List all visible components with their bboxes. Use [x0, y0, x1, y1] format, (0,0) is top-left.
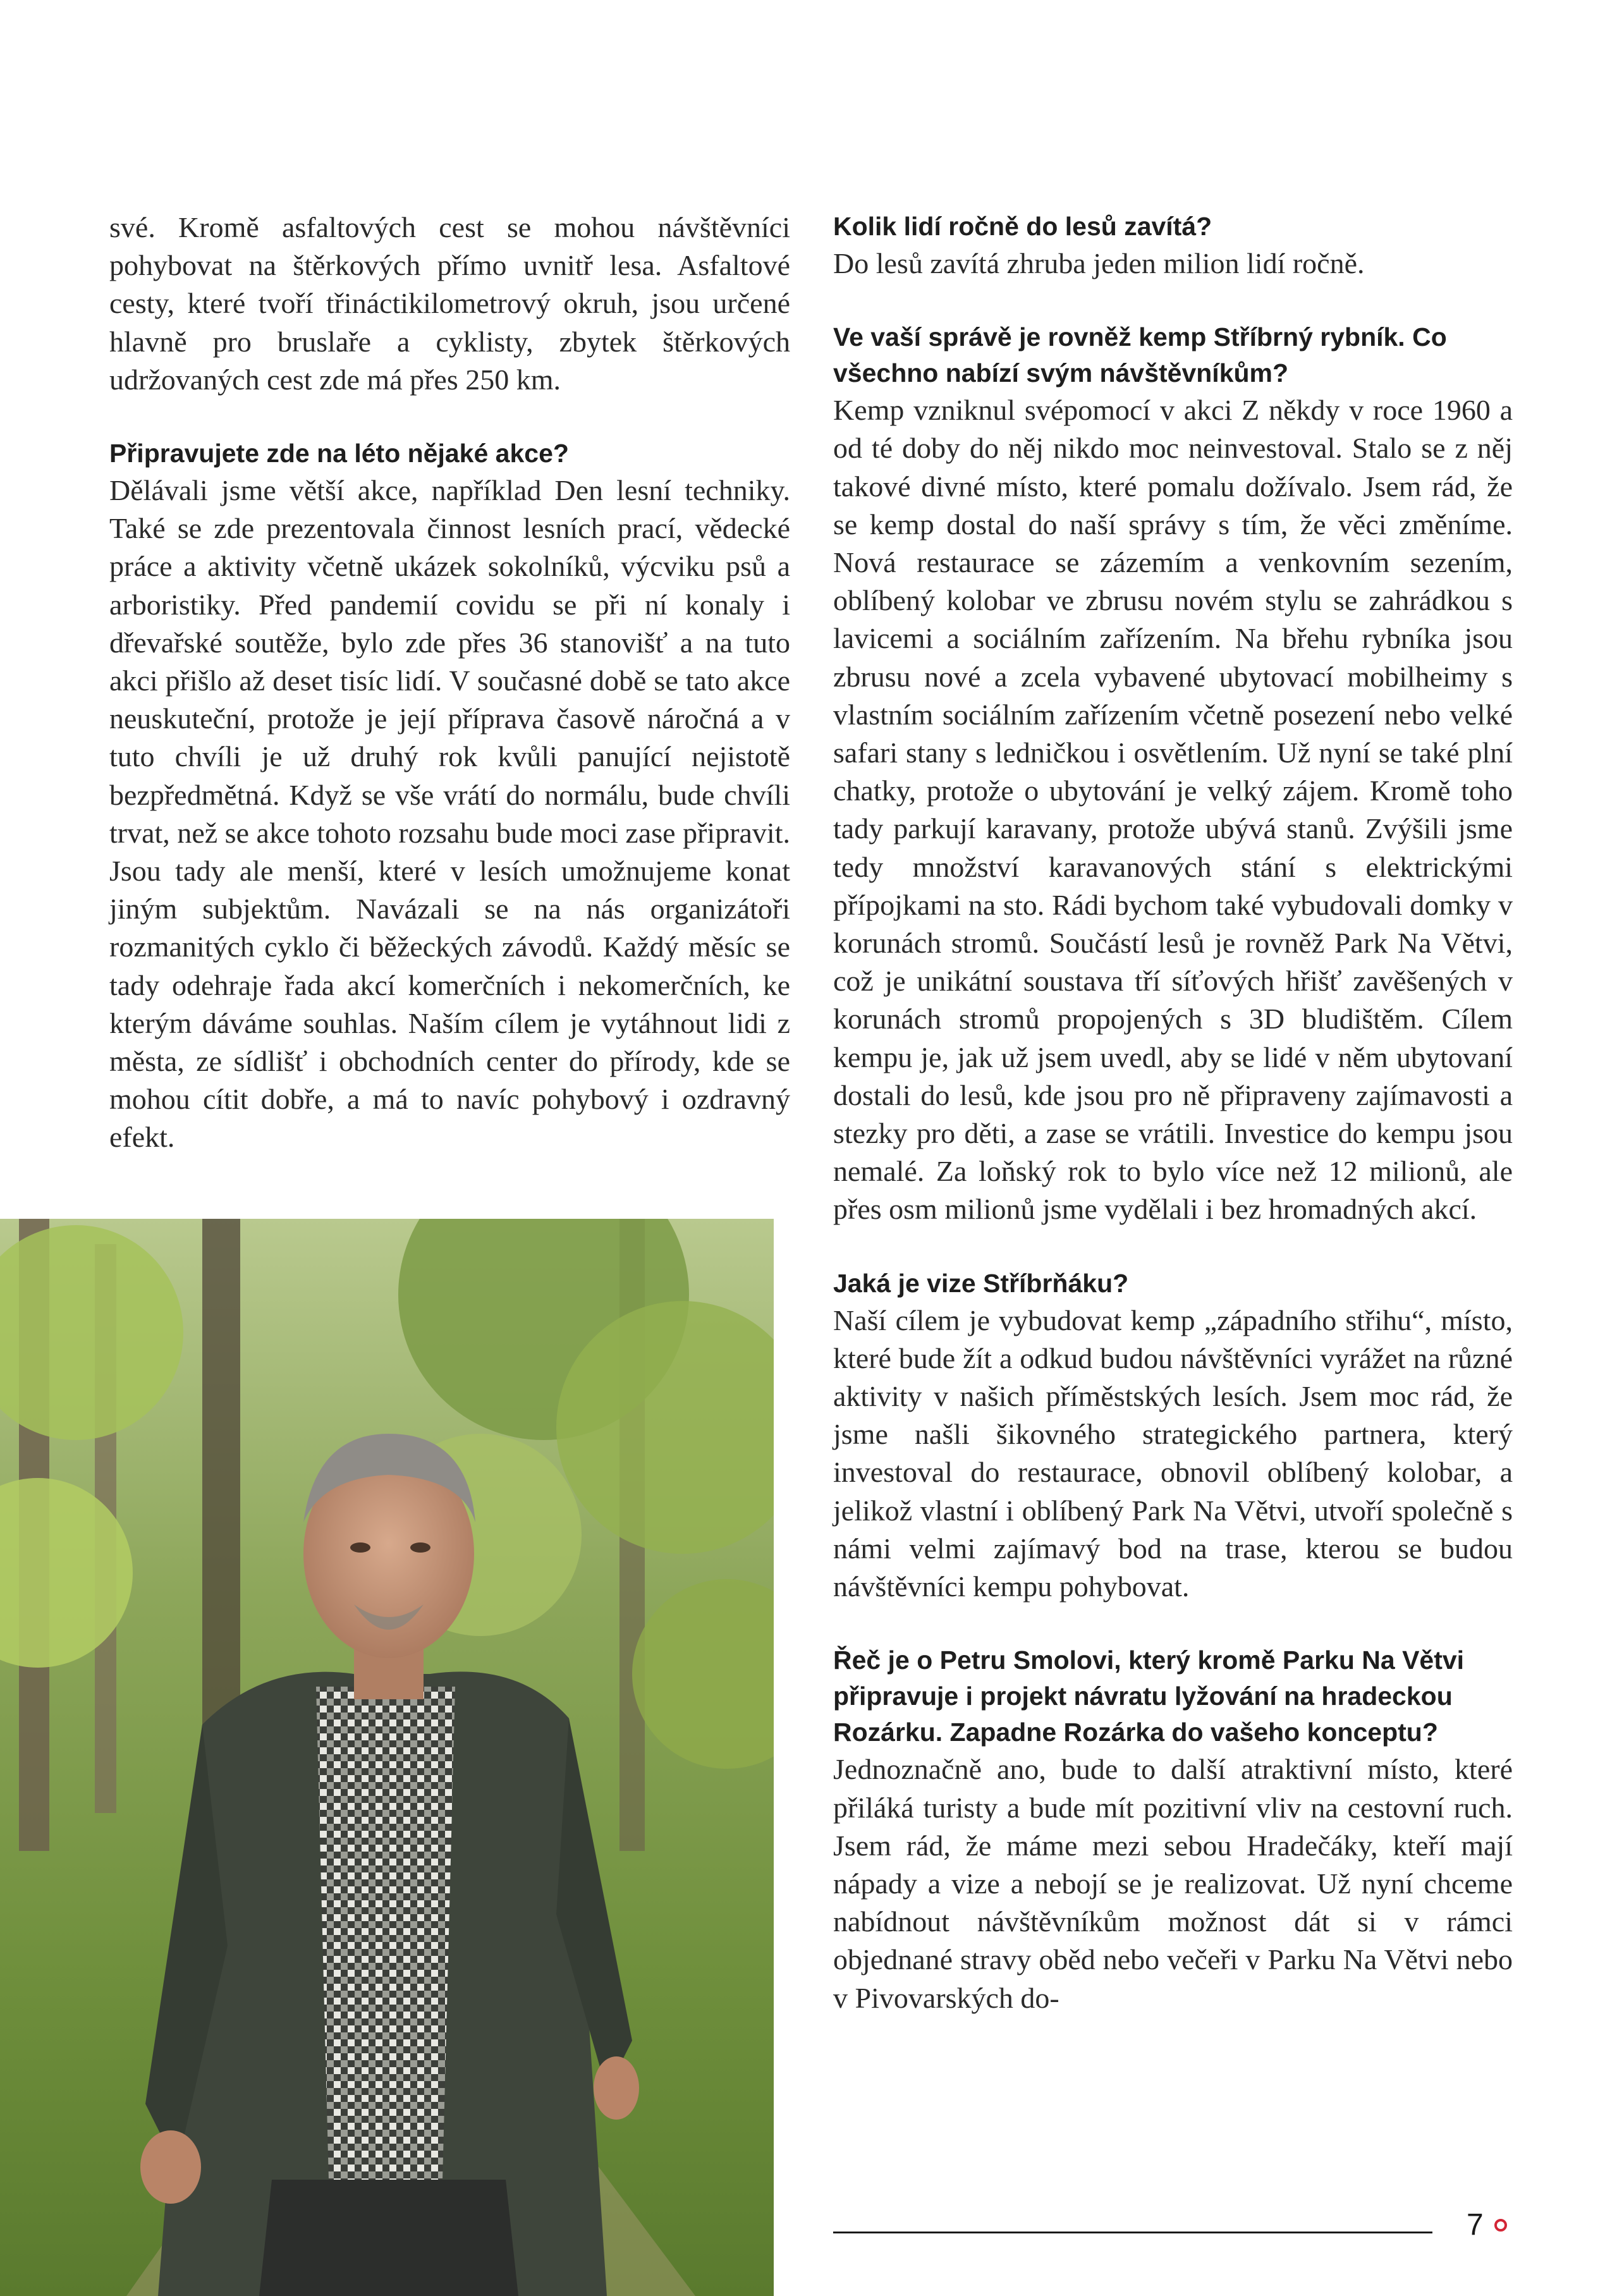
- left-column: [109, 209, 790, 1157]
- intro-paragraph: své. Kromě asfaltových cest se mohou návštěvníci pohybovat na štěrkových přímo uvnitř lesa. Asfaltové cesty, které tvoří třináctikilometrový okruh, jsou určené hlavně pro bruslaře a cyklisty, zbytek štěrkových udržovaných cest zde má přes 250 km.: [109, 211, 790, 396]
- footer-rule: [833, 2232, 1432, 2233]
- question-visitors: Kolik lidí ročně do lesů zavítá?: [833, 212, 1212, 241]
- circle-icon: [1494, 2219, 1507, 2232]
- question-vision: Jaká je vize Stříbrňáku?: [833, 1268, 1129, 1298]
- answer-vision: Naší cílem je vybudovat kemp „západního střihu“, místo, které bude žít a odkud budou návštěvníci vyrážet na různé aktivity v našich příměstských lesích. Jsem moc rád, že jsme našli šikovného strategického partnera, který investoval do restaurace, obnovil oblíbený kolobar, a jelikož vlastní i oblíbený Park Na Větvi, utvoří společně s námi velmi zajímavý bod na trase, kterou se budou návštěvníci kempu pohybovat.: [833, 1304, 1513, 1603]
- answer-rozarka: Jednoznačně ano, bude to další atraktivní místo, které přiláká turisty a bude mít pozitivní vliv na cestovní ruch. Jsem rád, že máme mezi sebou Hradečáky, kteří mají nápady a vize a nebojí se je realizovat. Už nyní chceme nabídnout návštěvníkům možnost dát si v rámci objednané stravy oběd nebo večeři v Parku Na Větvi nebo v Pivovarských do-: [833, 1753, 1513, 2014]
- question-camp: Ve vaší správě je rovněž kemp Stříbrný rybník. Co všechno nabízí svým návštěvníkům?: [833, 322, 1447, 388]
- page-number: 7: [1467, 2208, 1484, 2242]
- answer-camp: Kemp vzniknul svépomocí v akci Z někdy v roce 1960 a od té doby do něj nikdo moc neinvestoval. Stalo se z něj takové divné místo, které pomalu dožívalo. Jsem rád, že se kemp dostal do naší správy s tím, že věci změníme. Nová restaurace se zázemím a venkovním sezením, oblíbený kolobar ve zbrusu novém stylu se zahrádkou s lavicemi a sociálním zařízením. Na břehu rybníka jsou zbrusu nové a zcela vybavené ubytovací mobilheimy s vlastním sociálním zařízením včetně posezení nebo velké safari stany s ledničkou i osvětlením. Už nyní se také plní chatky, protože o ubytování je velký zájem. Kromě toho tady parkují karavany, protože ubývá stanů. Zvýšili jsme tedy množství karavanových stání s elektrickými přípojkami na sto. Rádi bychom také vybudovali domky v korunách stromů. Součástí lesů je rovněž Park Na Větvi, což je unikátní soustava tří síťových hřišť zavěšených v korunách stromů propojených s 3D bludištěm. Cílem kempu je, jak už jsem uvedl, aby se lidé v něm ubytovaní dostali do lesů, kde jsou pro ně připraveny zajímavosti a stezky pro děti, a zase se vrátili. Investice do kempu jsou nemalé. Za loňský rok to bylo více než 12 milionů, ale přes osm milionů jsme vydělali i bez hromadných akcí.: [833, 394, 1513, 1226]
- question-summer-events: Připravujete zde na léto nějaké akce?: [109, 439, 569, 468]
- portrait-photo: [0, 1219, 774, 2296]
- answer-visitors: Do lesů zavítá zhruba jeden milion lidí ročně.: [833, 247, 1365, 279]
- question-rozarka: Řeč je o Petru Smolovi, který kromě Parku Na Větvi připravuje i projekt návratu lyžování na hradeckou Rozárku. Zapadne Rozárka do vašeho konceptu?: [833, 1646, 1465, 1747]
- right-column: [833, 209, 1513, 2017]
- answer-summer-events: Dělávali jsme větší akce, například Den lesní techniky. Také se zde prezentovala činnost lesních prací, vědecké práce a aktivity včetně ukázek sokolníků, výcviku psů a arboristiky. Před pandemií covidu se při ní konaly i dřevařské soutěže, bylo zde přes 36 stanovišť a na tuto akci přišlo až deset tisíc lidí. V současné době se tato akce neuskuteční, protože je její příprava časově náročná a v tuto chvíli je už druhý rok kvůli panující nejistotě bezpředmětná. Když se vše vrátí do normálu, bude chvíli trvat, než se akce tohoto rozsahu bude moci zase připravit. Jsou tady ale menší, které v lesích umožnujeme konat jiným subjektům. Navázali se na nás organizátoři rozmanitých cyklo či běžeckých závodů. Každý měsíc se tady odehraje řada akcí komerčních i nekomerčních, ke kterým dáváme souhlas. Naším cílem je vytáhnout lidi z města, ze sídlišť i obchodních center do přírody, kde se mohou cítit dobře, a má to navíc pohybový i ozdravný efekt.: [109, 474, 790, 1154]
